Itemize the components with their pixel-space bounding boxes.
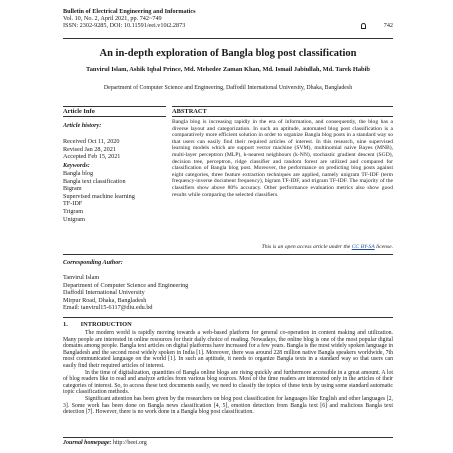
keywords-list xyxy=(63,170,135,223)
keyword-item: Bangla blog xyxy=(63,170,94,177)
body-paragraph: In the time of digitalization, quantities of Bangla online blogs are rising quickly and furthermore accessible in a great amount. A lot of blog readers like to read and analyze articles from various blog sources. Most of the time readers are interested only in the articles of their categories of interest. So, to access these text documents easily, we need to classify the topics of these texts by using some standard automatic topic classification methods. xyxy=(63,369,393,396)
corresponding-department: Department of Computer Science and Engineering xyxy=(63,281,189,289)
introduction-body xyxy=(63,330,393,416)
corresponding-address: Mirpur Road, Dhaka, Bangladesh xyxy=(63,296,147,304)
section-number: 1. xyxy=(63,321,68,328)
revised-date: Revised Jan 28, 2021 xyxy=(63,145,116,153)
received-date: Received Oct 11, 2020 xyxy=(63,138,120,145)
keyword-item: TF-IDF xyxy=(63,200,83,208)
license-link[interactable]: CC BY-SA xyxy=(351,244,375,250)
keyword-item: Bigram xyxy=(63,185,82,193)
abstract-top-rule xyxy=(172,106,393,107)
page-footer xyxy=(63,440,147,446)
keyword-item: Trigram xyxy=(63,207,84,215)
footer-rule xyxy=(63,437,393,438)
footer-url[interactable]: http://beei.org xyxy=(113,440,147,446)
info-heading-rule xyxy=(63,116,166,117)
paper-title: An in-depth exploration of Bangla blog post classification xyxy=(99,48,357,59)
keyword-item: Bangla text classification xyxy=(63,177,126,185)
keyword-item: Unigram xyxy=(63,215,85,223)
abstract-heading: ABSTRACT xyxy=(172,108,207,115)
issn-line: ISSN: 2302-9285, DOI: 10.11591/eei.v10i2.2873 xyxy=(63,22,186,30)
article-history xyxy=(63,138,120,161)
license-text: This is an open access article under the xyxy=(261,244,351,250)
open-access-lock-icon xyxy=(361,23,366,29)
section-title: INTRODUCTION xyxy=(80,321,132,328)
corresponding-author-title: Corresponding Author: xyxy=(63,259,123,266)
article-history-title: Article history: xyxy=(63,122,102,129)
affiliation: Department of Computer Science and Engineering, Daffodil International University, Dhaka, Bangladesh xyxy=(103,85,353,91)
keyword-item: Supervised machine learning xyxy=(63,192,135,200)
journal-header xyxy=(63,8,393,30)
abstract-text: Bangla blog is increasing rapidly in the era of information, and consequently, the blog has a diverse layout and categorization. In such an aptitude, automated blog post classification is a comparatively more efficient solution in order to organize Bangla blog posts in a standard way so that users can easily find their required articles of interest. In this research, nine supervised learning models which are support vector machine (SVM), multinomial naive Bayes (MNB), multi-layer perceptron (MLP), k-nearest neighbours (k-NN), stochastic gradient descent (SGD), decision tree, perceptron, ridge classifier and random forest are utilized and compared for classification of Bangla blog post. Moreover, the performance on predicting blog posts against eight categories, three feature extraction techniques are applied, namely unigram TF-IDF (term frequency-inverse document frequency), bigram TF-IDF, and trigram TF-IDF. The majority of the classifiers show above 80% accuracy. Other performance evaluation metrics also show good results while comparing the selected classifiers. xyxy=(172,119,393,198)
license-note xyxy=(172,244,393,250)
page-number: 742 xyxy=(383,22,393,29)
corresponding-email[interactable]: Email: tanvirul15-6117@diu.edu.bd xyxy=(63,304,153,312)
corresponding-author-details xyxy=(63,274,188,312)
page-number-area xyxy=(361,22,393,29)
body-paragraph: Significant attention has been given by the researchers on blog post classification for languages like English and other languages [2, 3]. Some work has been done on Bangla news classification [4, 5], emotion detection from Bangla text [6] and malicious Bangla text detection [7]. However, there is no work done in a Bangla blog post classification. xyxy=(63,395,393,416)
journal-name: Bulletin of Electrical Engineering and Informatics xyxy=(63,8,196,15)
keywords-title: Keywords: xyxy=(63,162,90,169)
license-end: license. xyxy=(376,244,393,250)
author-list: Tanvirul Islam, Ashik Iqbal Prince, Md. Mehedee Zaman Khan, Md. Ismail Jabiullah, Md. Tarek Habib xyxy=(86,66,370,73)
corresponding-university: Daffodil International University xyxy=(63,289,145,297)
section-heading-introduction xyxy=(63,321,132,328)
footer-label: Journal homepage: xyxy=(63,440,112,446)
header-divider xyxy=(63,38,393,39)
volume-line: Vol. 10, No. 2, April 2021, pp. 742~749 xyxy=(63,15,162,23)
accepted-date: Accepted Feb 15, 2021 xyxy=(63,153,121,161)
article-info-heading: Article Info xyxy=(63,108,95,115)
abstract-bottom-rule xyxy=(63,254,393,255)
info-top-rule xyxy=(63,106,166,107)
body-paragraph: The modern world is rapidly moving towards a web-based platform for general co-operation in content making and utilization. Many people are interested in online resources for their daily choice of reading. Nowadays, the online blog is one of the most popular digital domains among people. Bangla text articles on digital platforms have increased for a few years. Bangla is the most widely spoken language in Bangladesh and the second most widely spoken in India [1]. Moreover, there was around 228 million native Bangla speakers worldwide, 7th most communicated language on the world [1]. In such an aptitude, it needs to organize Bangla texts in a standard way so that users can easily find their required articles of interest. xyxy=(63,330,393,369)
abstract-heading-rule xyxy=(172,116,393,117)
corresponding-name: Tanvirul Islam xyxy=(63,274,100,281)
corresponding-bottom-rule xyxy=(63,317,393,318)
